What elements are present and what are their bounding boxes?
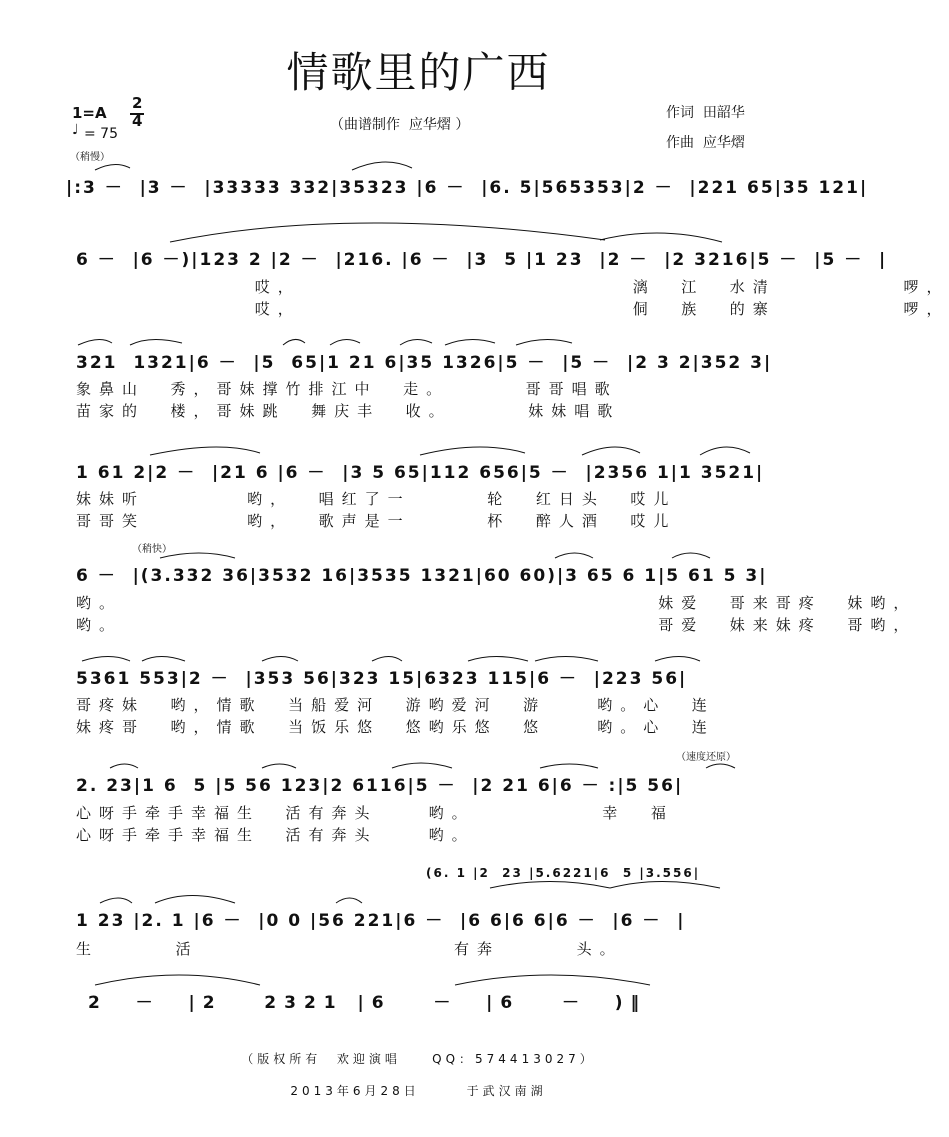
system-6-notes: 5361 553|2 － |353 56|323 15|6323 115|6 － |223 56| — [76, 669, 688, 689]
system-8-upper-voice: (6. 1 |2 23 |5.6221|6 5 |3.556| — [426, 866, 701, 880]
time-signature-top: 2 — [132, 94, 143, 112]
system-4-notes: 1 61 2|2 － |21 6 |6 － |3 5 65|112 656|5 － |2356 1|1 3521| — [76, 463, 765, 483]
system-6-lyrics-verse-2: 妹疼哥 哟，情歌 当饭乐悠 悠哟乐悠 悠 哟。心 连 — [76, 718, 715, 736]
system-6-lyrics-verse-1: 哥疼妹 哟，情歌 当船爱河 游哟爱河 游 哟。心 连 — [76, 696, 715, 714]
system-3-notes: 321 1321|6 － |5 65|1 21 6|35 1326|5 － |5 － |2 3 2|352 3| — [76, 353, 773, 373]
date-and-place: 2013年6月28日 于武汉南湖 — [290, 1084, 547, 1098]
producer-credit: （曲谱制作 应华熠 ） — [330, 117, 470, 133]
system-7-notes: 2. 23|1 6 5 |5 56 123|2 6116|5 － |2 21 6|6 － :|5 56| — [76, 776, 684, 796]
composer-credit: 作曲 应华熠 — [666, 135, 745, 151]
key-signature: 1=A — [72, 104, 107, 122]
system-3-lyrics-verse-1: 象鼻山 秀，哥妹撑竹排江中 走。 哥哥唱歌 — [76, 380, 618, 398]
system-8-notes: 1 23 |2. 1 |6 － |0 0 |56 221|6 － |6 6|6 6|6 － |6 － | — [76, 911, 686, 931]
system-3-lyrics-verse-2: 苗家的 楼，哥妹跳 舞庆丰 收。 妹妹唱歌 — [76, 402, 621, 420]
system-8-lyrics: 生 活 有奔 头。 — [76, 940, 623, 958]
tempo-mark-faster: （稍快） — [132, 544, 172, 555]
system-5-lyrics-verse-1: 哟。 妹爱 哥来哥疼 妹哟， — [76, 594, 917, 612]
system-5-lyrics-verse-2: 哟。 哥爱 妹来妹疼 哥哟， — [76, 616, 917, 634]
quarter-note-icon: ♩ — [72, 122, 79, 138]
system-5-notes: 6 － |(3.332 36|3532 16|3535 1321|60 60)|3 65 6 1|5 61 5 3| — [76, 566, 768, 586]
tempo: = 75 — [84, 126, 118, 142]
copyright-note: （版权所有 欢迎演唱 QQ：574413027） — [241, 1052, 596, 1066]
song-title: 情歌里的广西 — [286, 48, 551, 97]
system-2-notes: 6 － |6 －)|123 2 |2 － |216. |6 － |3 5 |1 23 |2 － |2 3216|5 － |5 － | — [76, 250, 888, 270]
tempo-mark-restore: （速度还原） — [676, 752, 736, 763]
system-7-lyrics-verse-2: 心呀手牵手幸福生 活有奔头 哟。 — [76, 826, 475, 844]
tempo-mark: （稍慢） — [70, 152, 110, 163]
system-9-notes: 2 － |2 2321 |6 － |6 － )‖ — [88, 993, 648, 1013]
system-7-lyrics-verse-1: 心呀手牵手幸福生 活有奔头 哟。 幸 福 — [76, 804, 674, 822]
system-2-lyrics-verse-2: 哎， 侗 族 的寨 啰， — [76, 300, 949, 318]
lyricist-credit: 作词 田韶华 — [666, 105, 745, 121]
system-1-notes: |:3 － |3 － |33333 332|35323 |6 － |6. 5|565353|2 － |221 65|35 121| — [66, 178, 869, 198]
system-4-lyrics-verse-2: 哥哥笑 哟， 歌声是一 杯 醉人酒 哎儿 — [76, 512, 677, 530]
time-signature-bottom: 4 — [132, 112, 143, 130]
system-4-lyrics-verse-1: 妹妹听 哟， 唱红了一 轮 红日头 哎儿 — [76, 490, 677, 508]
system-2-lyrics-verse-1: 哎， 漓 江 水清 啰， — [76, 278, 949, 296]
